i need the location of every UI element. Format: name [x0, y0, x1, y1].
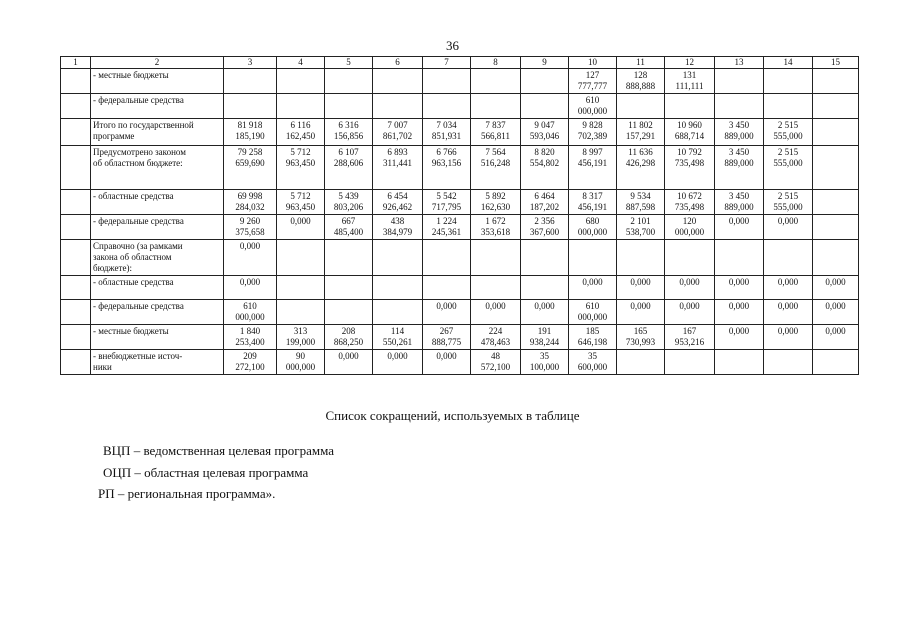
table-cell: 128 888,888	[617, 69, 665, 94]
table-cell	[813, 215, 859, 240]
table-row	[61, 300, 859, 325]
table-cell: 9 047 593,046	[521, 119, 569, 146]
table-cell: 7 034 851,931	[423, 119, 471, 146]
table-cell	[521, 94, 569, 119]
row-label-cell: - местные бюджеты	[91, 69, 224, 94]
table-row	[61, 350, 859, 375]
header-cell: 12	[665, 57, 715, 69]
table-cell: 7 007 861,702	[373, 119, 423, 146]
table-cell	[373, 69, 423, 94]
abbreviation-vcp: ВЦП – ведомственная целевая программа	[103, 443, 335, 458]
row-label-cell: Предусмотрено законом об областном бюджете:	[91, 146, 224, 190]
header-cell: 8	[471, 57, 521, 69]
table-cell: 11 636 426,298	[617, 146, 665, 190]
table-cell: 131 111,111	[665, 69, 715, 94]
table-cell: 90 000,000	[277, 350, 325, 375]
row-label-cell: - областные средства	[91, 190, 224, 215]
table-cell	[325, 276, 373, 300]
table-cell	[813, 240, 859, 276]
table-cell	[521, 276, 569, 300]
table-cell: 35 100,000	[521, 350, 569, 375]
table-cell	[61, 350, 91, 375]
table-cell: 6 454 926,462	[373, 190, 423, 215]
table-cell: 7 564 516,248	[471, 146, 521, 190]
table-cell	[521, 240, 569, 276]
table-cell: 0,000	[521, 300, 569, 325]
table-cell: 1 224 245,361	[423, 215, 471, 240]
table-cell: 0,000	[325, 350, 373, 375]
table-cell: 610 000,000	[224, 300, 277, 325]
table-cell	[277, 69, 325, 94]
table-cell	[569, 240, 617, 276]
table-cell: 6 464 187,202	[521, 190, 569, 215]
table-cell	[764, 240, 813, 276]
table-row	[61, 215, 859, 240]
table-cell: 610 000,000	[569, 300, 617, 325]
table-cell: 438 384,979	[373, 215, 423, 240]
table-row	[61, 94, 859, 119]
abbreviation-ocp: ОЦП – областная целевая программа	[103, 465, 309, 480]
table-cell	[617, 240, 665, 276]
table-cell	[277, 240, 325, 276]
table-cell: 1 672 353,618	[471, 215, 521, 240]
table-cell: 0,000	[423, 300, 471, 325]
table-cell: 11 802 157,291	[617, 119, 665, 146]
table-cell: 0,000	[373, 350, 423, 375]
table-cell: 5 712 963,450	[277, 146, 325, 190]
table-cell	[423, 276, 471, 300]
table-cell: 9 260 375,658	[224, 215, 277, 240]
table-cell: 0,000	[764, 300, 813, 325]
table-cell	[373, 276, 423, 300]
table-cell: 0,000	[715, 215, 764, 240]
table-cell	[715, 69, 764, 94]
header-cell: 15	[813, 57, 859, 69]
table-cell: 10 672 735,498	[665, 190, 715, 215]
table-cell: 120 000,000	[665, 215, 715, 240]
table-cell: 1 840 253,400	[224, 325, 277, 350]
table-cell: 313 199,000	[277, 325, 325, 350]
table-cell: 79 258 659,690	[224, 146, 277, 190]
table-cell	[521, 69, 569, 94]
table-cell: 680 000,000	[569, 215, 617, 240]
table-cell: 0,000	[423, 350, 471, 375]
table-cell: 3 450 889,000	[715, 119, 764, 146]
table-cell: 610 000,000	[569, 94, 617, 119]
table-cell: 0,000	[224, 240, 277, 276]
table-cell: 5 542 717,795	[423, 190, 471, 215]
table-cell: 0,000	[715, 300, 764, 325]
table-cell	[224, 94, 277, 119]
table-cell	[325, 94, 373, 119]
table-cell: 7 837 566,811	[471, 119, 521, 146]
table-cell: 114 550,261	[373, 325, 423, 350]
table-cell	[373, 94, 423, 119]
table-cell: 6 116 162,450	[277, 119, 325, 146]
table-cell	[61, 190, 91, 215]
table-cell: 209 272,100	[224, 350, 277, 375]
table-cell	[325, 300, 373, 325]
table-cell: 267 888,775	[423, 325, 471, 350]
header-cell: 1	[61, 57, 91, 69]
table-cell	[277, 276, 325, 300]
table-cell: 0,000	[764, 276, 813, 300]
table-cell: 0,000	[665, 276, 715, 300]
header-cell: 13	[715, 57, 764, 69]
header-cell: 4	[277, 57, 325, 69]
table-cell	[277, 300, 325, 325]
header-cell: 6	[373, 57, 423, 69]
table-cell: 69 998 284,032	[224, 190, 277, 215]
table-row	[61, 276, 859, 300]
table-cell	[715, 240, 764, 276]
header-cell: 14	[764, 57, 813, 69]
row-label-cell: - федеральные средства	[91, 94, 224, 119]
row-label-cell: - федеральные средства	[91, 300, 224, 325]
table-cell: 0,000	[764, 325, 813, 350]
table-cell: 0,000	[471, 300, 521, 325]
table-cell	[617, 94, 665, 119]
table-cell	[277, 94, 325, 119]
table-cell: 3 450 889,000	[715, 190, 764, 215]
table-cell: 667 485,400	[325, 215, 373, 240]
table-cell: 167 953,216	[665, 325, 715, 350]
table-cell: 3 450 889,000	[715, 146, 764, 190]
table-cell: 0,000	[569, 276, 617, 300]
table-cell: 0,000	[715, 325, 764, 350]
budget-table	[60, 56, 859, 375]
table-cell	[715, 350, 764, 375]
header-cell: 7	[423, 57, 471, 69]
table-cell: 8 820 554,802	[521, 146, 569, 190]
table-cell	[813, 350, 859, 375]
table-cell: 8 317 456,191	[569, 190, 617, 215]
table-cell: 191 938,244	[521, 325, 569, 350]
table-cell: 6 107 288,606	[325, 146, 373, 190]
table-cell	[61, 276, 91, 300]
row-label-cell: - местные бюджеты	[91, 325, 224, 350]
table-cell: 185 646,198	[569, 325, 617, 350]
table-cell	[423, 69, 471, 94]
table-cell	[764, 69, 813, 94]
table-cell: 0,000	[764, 215, 813, 240]
table-cell: 0,000	[813, 325, 859, 350]
table-cell	[665, 350, 715, 375]
row-label-cell: - областные средства	[91, 276, 224, 300]
table-cell	[61, 215, 91, 240]
table-cell	[325, 69, 373, 94]
table-cell: 0,000	[617, 276, 665, 300]
table-cell	[224, 69, 277, 94]
table-cell	[813, 94, 859, 119]
table-cell	[813, 190, 859, 215]
table-row	[61, 325, 859, 350]
table-cell: 5 892 162,630	[471, 190, 521, 215]
table-cell	[665, 240, 715, 276]
table-cell: 5 712 963,450	[277, 190, 325, 215]
table-cell	[61, 300, 91, 325]
table-cell	[764, 94, 813, 119]
table-cell	[471, 240, 521, 276]
page-number: 36	[446, 38, 459, 53]
table-cell: 0,000	[813, 276, 859, 300]
table-cell: 2 356 367,600	[521, 215, 569, 240]
table-cell	[617, 350, 665, 375]
table-cell: 10 792 735,498	[665, 146, 715, 190]
table-cell	[813, 146, 859, 190]
table-cell	[61, 94, 91, 119]
table-row	[61, 190, 859, 215]
table-cell	[61, 240, 91, 276]
table-cell	[813, 119, 859, 146]
table-cell	[423, 240, 471, 276]
table-cell: 6 766 963,156	[423, 146, 471, 190]
table-cell: 9 534 887,598	[617, 190, 665, 215]
abbreviation-rp: РП – региональная программа».	[98, 486, 276, 501]
table-row	[61, 69, 859, 94]
table-row	[61, 146, 859, 190]
table-cell: 2 515 555,000	[764, 190, 813, 215]
table-cell: 9 828 702,389	[569, 119, 617, 146]
row-label-cell: Справочно (за рамками закона об областном бюджете):	[91, 240, 224, 276]
abbreviations-caption: Список сокращений, используемых в таблице	[325, 408, 580, 423]
header-cell: 3	[224, 57, 277, 69]
table-cell: 0,000	[617, 300, 665, 325]
table-cell: 6 893 311,441	[373, 146, 423, 190]
table-cell: 10 960 688,714	[665, 119, 715, 146]
table-cell	[471, 94, 521, 119]
table-cell: 2 515 555,000	[764, 119, 813, 146]
table-cell: 81 918 185,190	[224, 119, 277, 146]
table-cell: 0,000	[715, 276, 764, 300]
table-cell: 35 600,000	[569, 350, 617, 375]
table-cell	[813, 69, 859, 94]
row-label-cell: Итого по государственной программе	[91, 119, 224, 146]
table-cell	[471, 69, 521, 94]
table-cell	[471, 276, 521, 300]
table-cell: 0,000	[665, 300, 715, 325]
table-cell: 224 478,463	[471, 325, 521, 350]
table-cell	[715, 94, 764, 119]
table-cell: 0,000	[224, 276, 277, 300]
table-cell: 6 316 156,856	[325, 119, 373, 146]
table-cell	[373, 240, 423, 276]
table-row	[61, 240, 859, 276]
table-cell: 48 572,100	[471, 350, 521, 375]
table-cell	[61, 146, 91, 190]
table-cell	[423, 94, 471, 119]
table-header-row	[61, 57, 859, 69]
table-cell: 2 101 538,700	[617, 215, 665, 240]
header-cell: 2	[91, 57, 224, 69]
header-cell: 5	[325, 57, 373, 69]
header-cell: 9	[521, 57, 569, 69]
row-label-cell: - внебюджетные источ- ники	[91, 350, 224, 375]
table-cell	[373, 300, 423, 325]
table-cell: 8 997 456,191	[569, 146, 617, 190]
row-label-cell: - федеральные средства	[91, 215, 224, 240]
header-cell: 10	[569, 57, 617, 69]
table-cell: 127 777,777	[569, 69, 617, 94]
table-cell	[61, 69, 91, 94]
table-cell: 208 868,250	[325, 325, 373, 350]
table-row	[61, 119, 859, 146]
table-cell: 165 730,993	[617, 325, 665, 350]
table-cell: 0,000	[813, 300, 859, 325]
table-cell: 0,000	[277, 215, 325, 240]
table-cell	[61, 325, 91, 350]
table-cell	[764, 350, 813, 375]
header-cell: 11	[617, 57, 665, 69]
table-cell	[61, 119, 91, 146]
table-cell	[665, 94, 715, 119]
table-cell: 2 515 555,000	[764, 146, 813, 190]
table-cell: 5 439 803,206	[325, 190, 373, 215]
table-cell	[325, 240, 373, 276]
table-body	[61, 69, 859, 375]
